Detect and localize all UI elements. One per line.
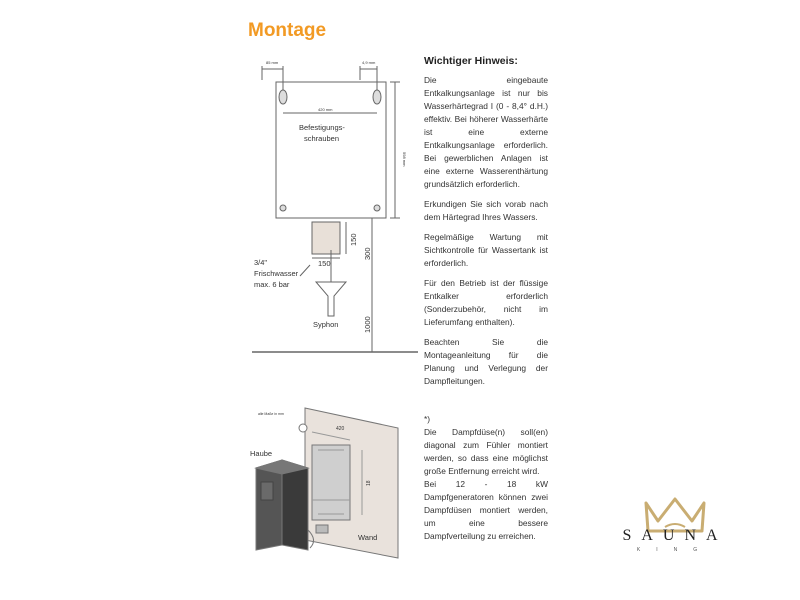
footnote-paragraph: Die Dampfdüse(n) soll(en) diagonal zum Fühler montiert werden, so dass eine möglichst große Entfernung erreicht wird.	[424, 427, 548, 476]
dim-150-horizontal: 150	[318, 259, 331, 268]
notice-paragraph: Erkundigen Sie sich vorab nach dem Härtegrad Ihres Wassers.	[424, 199, 548, 222]
page-title: Montage	[248, 20, 327, 41]
wall-label: Wand	[358, 533, 378, 542]
footnote-section	[424, 413, 548, 550]
screw-slot	[373, 90, 381, 104]
screws-label-2: schrauben	[304, 134, 340, 143]
water-label-1: 3/4"	[254, 258, 268, 267]
dim-left: 85 mm	[266, 60, 279, 65]
water-label-3: max. 6 bar	[254, 280, 290, 289]
footnote-paragraph: Bei 12 - 18 kW Dampfgeneratoren können zwei Dampfdüsen montiert werden, um eine bessere Dampfverteilung zu erreichen.	[424, 479, 548, 541]
water-label-2: Frischwasser	[254, 269, 299, 278]
notice-paragraph: Beachten Sie die Montageanleitung für die Planung und Verlegung der Dampfleitungen.	[424, 337, 548, 386]
notice-paragraph: Die eingebaute Entkalkungsanlage ist nur bis Wasserhärtegrad I (0 - 8,4° d.H.) effektiv. Bei höherer Wasserhärte ist eine externe Entkalkungsanlage erforderlich. Bei gewerblichen Anlagen ist eine externe Wasserenthärtung grundsätzlich erforderlich.	[424, 75, 548, 189]
dim-width: 420 mm	[318, 107, 333, 112]
screw-hole	[374, 205, 380, 211]
hood-label: Haube	[250, 449, 273, 458]
generator-plate	[312, 445, 350, 520]
notice-section	[424, 55, 548, 395]
logo-word: SAUNA	[622, 527, 728, 544]
dim-18-label: 18	[366, 480, 372, 486]
dim-right: 4,9 mm	[362, 60, 376, 65]
pipe-connector	[316, 525, 328, 533]
notice-paragraph: Regelmäßige Wartung mit Sichtkontrolle für Wassertank ist erforderlich.	[424, 232, 548, 268]
dimension-note: alle Maße in mm	[258, 412, 284, 416]
footnote-mark: *)	[424, 414, 431, 424]
notice-paragraph: Für den Betrieb ist der flüssige Entkalker erforderlich (Sonderzubehör, nicht im Lieferumfang enthalten).	[424, 278, 548, 327]
sauna-king-logo	[610, 495, 740, 565]
screws-label-1: Befestigungs-	[299, 123, 345, 132]
syphon-label: Syphon	[313, 320, 339, 329]
screw-hole	[280, 205, 286, 211]
mounting-plate-diagram	[252, 66, 418, 352]
dim-height: 598 mm	[402, 152, 407, 167]
mounting-plate	[276, 82, 386, 218]
dim-150-vertical: 150	[349, 233, 358, 246]
dim-420-label: 420	[336, 426, 345, 432]
notice-heading: Wichtiger Hinweis:	[424, 55, 518, 67]
hood-panel	[261, 482, 273, 500]
connection-box	[312, 222, 340, 254]
nozzle-icon	[299, 424, 307, 432]
dim-1000: 1000	[363, 316, 372, 333]
logo-sub: KING	[636, 547, 714, 553]
dim-300: 300	[363, 247, 372, 260]
syphon-funnel	[316, 282, 346, 316]
screw-slot	[279, 90, 287, 104]
